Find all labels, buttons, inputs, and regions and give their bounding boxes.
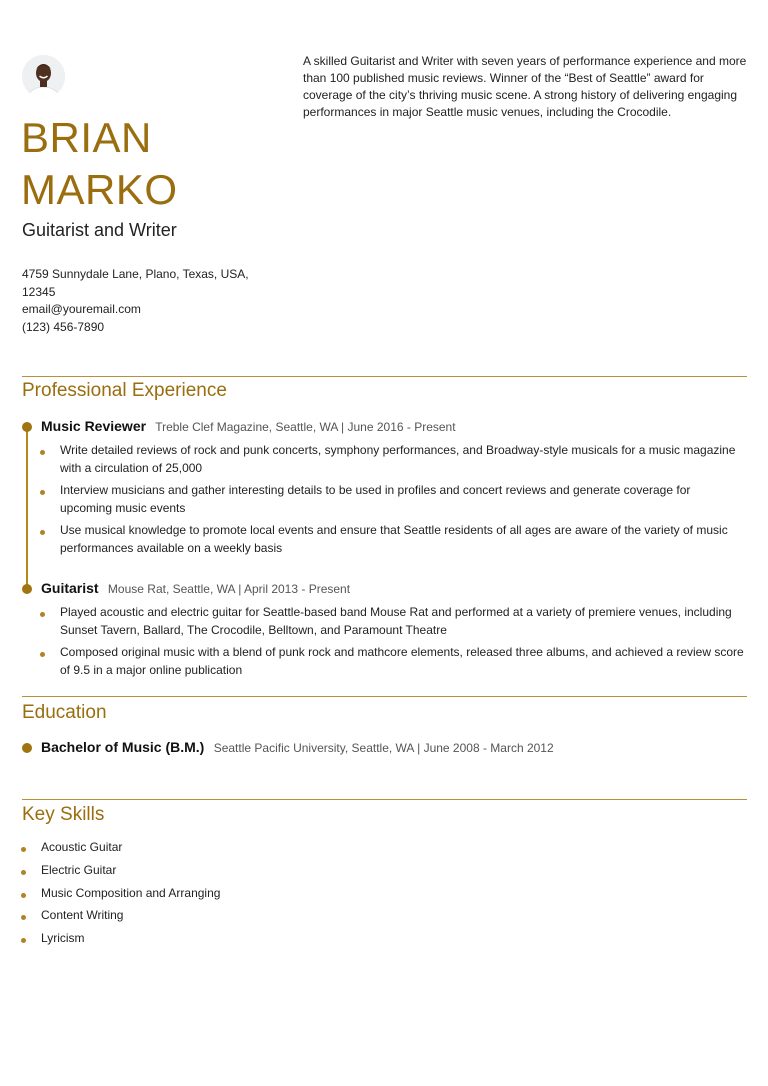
- bullet-dot-icon: [21, 938, 26, 943]
- bullet-dot-icon: [21, 915, 26, 920]
- job-bullet: Write detailed reviews of rock and punk concerts, symphony performances, and Broadway-style musicals for a music magazine with a circulation of 25,000: [60, 443, 736, 475]
- education-details: Seattle Pacific University, Seattle, WA | June 2008 - March 2012: [213, 741, 554, 755]
- bullet-dot-icon: [21, 893, 26, 898]
- bullet-dot-icon: [40, 652, 45, 657]
- phone: (123) 456-7890: [22, 319, 105, 334]
- degree: Bachelor of Music (B.M.): [41, 739, 205, 755]
- name-first: BRIAN: [21, 114, 152, 161]
- job-details: Treble Clef Magazine, Seattle, WA | June 2016 - Present: [155, 420, 456, 434]
- bullet-dot-icon: [21, 847, 26, 852]
- job-bullet: Played acoustic and electric guitar for Seattle-based band Mouse Rat and performed at a variety of premiere venues, including Sunset Tavern, Ballard, The Crocodile, Belltown, and Paramount Theatre: [60, 605, 732, 637]
- bullet-dot-icon: [40, 450, 45, 455]
- email: email@youremail.com: [22, 302, 141, 316]
- skill-item: Electric Guitar: [41, 863, 117, 877]
- job-role: Music Reviewer: [41, 418, 147, 434]
- avatar: [22, 55, 65, 98]
- address-line-2: 12345: [22, 284, 56, 299]
- experience-heading: Professional Experience: [22, 380, 227, 401]
- timeline-line: [26, 428, 28, 588]
- professional-summary: A skilled Guitarist and Writer with seven years of performance experience and more than 100 published music reviews. Winner of the “Best of Seattle” award for coverage of the city’s thriving music scene. A strong history of delivering engaging performances in major Seattle music venues, including the Crocodile.: [303, 54, 747, 119]
- job-bullet: Use musical knowledge to promote local events and ensure that Seattle residents of all ages are aware of the variety of music performances available on a weekly basis: [60, 523, 728, 555]
- job-bullet: Interview musicians and gather interesting details to be used in profiles and concert reviews and generate coverage for upcoming music events: [60, 483, 691, 515]
- job-bullet: Composed original music with a blend of punk rock and mathcore elements, released three albums, and achieved a review score of 9.5 in a major online publication: [60, 645, 744, 677]
- timeline-dot-icon: [22, 584, 32, 594]
- skills-heading: Key Skills: [22, 804, 105, 825]
- section-divider: [22, 376, 747, 377]
- job-header: [41, 580, 350, 596]
- timeline-dot-icon: [22, 743, 32, 753]
- address-line-1: 4759 Sunnydale Lane, Plano, Texas, USA,: [22, 267, 249, 281]
- bullet-dot-icon: [21, 870, 26, 875]
- bullet-dot-icon: [40, 490, 45, 495]
- job-title: Guitarist and Writer: [22, 220, 177, 240]
- candidate-name: [21, 112, 178, 216]
- person-photo-icon: [22, 55, 65, 98]
- section-divider: [22, 696, 747, 697]
- skill-item: Acoustic Guitar: [41, 840, 123, 854]
- timeline-dot-icon: [22, 422, 32, 432]
- skill-item: Music Composition and Arranging: [41, 886, 221, 900]
- job-details: Mouse Rat, Seattle, WA | April 2013 - Present: [107, 582, 351, 596]
- job-header: [41, 418, 456, 434]
- name-last: MARKO: [21, 166, 178, 213]
- job-role: Guitarist: [41, 580, 99, 596]
- bullet-dot-icon: [40, 530, 45, 535]
- education-heading: Education: [22, 702, 107, 723]
- bullet-dot-icon: [40, 612, 45, 617]
- skill-item: Content Writing: [41, 908, 124, 922]
- skill-item: Lyricism: [41, 931, 85, 945]
- education-item: [41, 739, 554, 755]
- contact-block: [22, 266, 282, 336]
- section-divider: [22, 799, 747, 800]
